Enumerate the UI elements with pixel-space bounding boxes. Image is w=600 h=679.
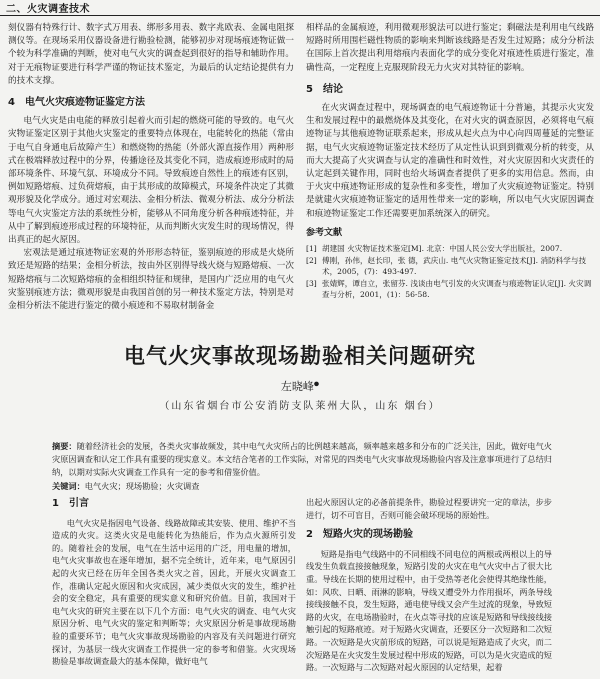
keywords — [52, 480, 552, 493]
reference-text: 傅刚，孙伟，赵长印，张 德，武庆山. 电气火灾物证鉴定技术[J]. 消防科学与技术，2005，(7)：493-497. — [322, 255, 587, 277]
abstract-block — [52, 440, 552, 493]
reference-text: 张婧辉，谭自立，张留芬. 浅谈由电气引发的火灾调查与痕迹物证认定[J]. 火灾调查与分析，2001，(1)：56-58. — [322, 278, 592, 300]
upper-left-column — [8, 22, 294, 313]
reference-item — [306, 243, 594, 255]
article-title: 电气火灾事故现场勘验相关问题研究 — [124, 343, 476, 368]
reference-number: [3] — [306, 278, 317, 288]
reference-item — [306, 278, 594, 301]
upper-right-column — [306, 22, 594, 301]
keywords-text: 电气火灾；现场勘验；火灾调查 — [84, 481, 200, 491]
abstract-text: 随着经济社会的发展，各类火灾事故频发，其中电气火灾所占的比例越来越高，频率越来越多和分布的广泛关注，因此，做好电气火灾原因调查和认定工作具有重要的现实意义。本文结合笔者的工作实际，对常见的四类电气火灾事故现场勘验内容及注意事项进行了总结归纳，以期对实际火灾调查工作具有一定的参考和借鉴价值。 — [52, 441, 552, 477]
section-5-heading — [306, 83, 594, 96]
references-heading: 参考文献 — [306, 227, 343, 238]
section-4-heading — [8, 96, 294, 109]
running-title: 二、火灾调查技术 — [6, 4, 90, 15]
section-5-paragraph: 在火灾调查过程中，现场调查的电气痕迹物证十分普遍，其提示火灾发生和发展过程中的最燃烧体及其变化，在对火灾的调查原因，必须将电气痕迹物证与其他痕迹物证联系起来，形成从起火点为中心向四周蔓延的完整证据，电气火灾痕迹物证鉴定技术经历了从定性认识到到微观分析的转变，从而大大提高了火灾调查与认定的准确性和时效性，对火灾原因和火灾责任的认定起到关键作用，同时也给火场调查者提供了更多的实用信息。然而，由于火灾中痕迹物证形成的复杂性和多变性，增加了火灾痕迹物证鉴定。特别是就建火灾痕迹物证鉴定的适用性带来一定的影响，所以电气火灾原因调查和痕迹物证鉴定工作还需要更加系统深入的研究。 — [306, 103, 594, 219]
lower-left-column — [52, 496, 296, 668]
lower-right-column — [306, 496, 552, 674]
upper-right-intro: 相样品的金属痕迹，利用微观形貌法可以进行鉴定；剩磁法是利用电气线路短路时所用围栏磁性物质的影响来判断该线路是否发生过短路；成分分析法在国际上首次提出利用熔痕内表面化学的成分变化对痕迹性质进行鉴定，准确性高，一定程度上克服现阶段无力火灾对其特征的影响。 — [306, 23, 594, 73]
section-2-paragraph: 短路是指电气线路中的不同相线不同电位的两根或两根以上的导线发生负载直接接触现象，短路引发的火灾在电气火灾中占了很大比重。导线在长期的使用过程中，由于受热等老化会使得其绝缘性能，如：风吹、日晒、雨淋的影响，导线又遭受外力作用损坏，两条导线接线接触不良，发生短路，通电使导线又会产生过流的现象，导致短路的火灾，在电场勘验时，在火点等寻找的应该是短路和导线接线接触引起的短路痕迹。对于短路火灾调查，还要区分一次短路和二次短路。一次短路是火灾前形成的短路，可以说是短路造成了火灾，而二次短路是在火灾发生发展过程中形成的短路，可以为是火灾造成的短路。一次短路与二次短路对起火原因的认定结果，起着 — [306, 548, 552, 673]
lower-right-intro: 出起火原因认定的必备前提条件，勘验过程要讲究一定的章法，步步进行，切不可盲目，否则可能会破坏现场的原始性。 — [306, 497, 552, 520]
section-2-heading — [306, 529, 552, 542]
abstract — [52, 440, 552, 479]
section-1-paragraph: 电气火灾是指因电气设备、线路故障或其安装、使用、维护不当造成的火灾。这类火灾是电能转化为热能后，作为点火源所引发的。随着社会的发展，电气在生活中运用的广泛，用电量的增加，电气火灾事故也在逐年增加，据不完全统计，近年来，电气原因引起的火灾已经在历年全国各类火灾之首，因此，开展火灾调查工作，准确认定起火原因和火灾成因，减少类似火灾的发生，维护社会的安全稳定，具有重要的现实意义和研究价值。目前，我国对于电气火灾的研究主要在以下几个方面：电气火灾的调查、电气火灾原因分析、电气火灾的鉴定和判断等；火灾原因分析是事故现场勘验的重要环节；电气火灾事故现场勘验的内容及有关问题进行研究探讨，为基层一线火灾调查工作提供一定的参考和借鉴。火灾现场勘验是事故调查最大的基本保障，做好电气 — [52, 517, 297, 667]
section-1-number: 1 — [52, 498, 59, 509]
section-4-title: 电气火灾痕迹物证鉴定方法 — [24, 97, 145, 109]
upper-left-intro: 刻仪器有特殊行计、数字式万用表、绑形多用表、数字兆欧表、金属电阻探测仪等。在现场采用仪器设备进行勘验检测，能够初步对现场痕迹物证做一个较为科学准确的判断，使对电气火灾的调查起到很好的指导和辅助作用。对于无痕物证要进行科学严谨的物证技术鉴定，为最后的认定结论提供有力的技术支撑。 — [8, 23, 294, 86]
section-4-number: 4 — [8, 97, 15, 109]
author-line — [0, 378, 600, 394]
section-2-title: 短路火灾的现场勘验 — [322, 529, 413, 541]
section-4-paragraph: 宏观法是通过痕迹物证宏观的外形形态特征，鉴别痕迹的形成是火烧所致还是短路的结果；金相分析法，按由外区别得导线火烧与短路熔痕、一次短路熔痕与二次短路熔痕的金相组织特征和规律，是国内广泛应用的电气火灾鉴别痕迹方法；微观形貌是由我国首创的另一种技术鉴定方法，特别是对金相分析法不能进行鉴定的微小痕迹和不易取材制备金 — [8, 248, 294, 312]
section-1-heading — [52, 498, 296, 511]
author-name: 左晓峰 — [280, 380, 314, 393]
reference-item — [306, 255, 594, 278]
section-4-paragraph: 电气火灾是由电能的释放引起着火而引起的燃烧可能的导致的。电气火灾物证鉴定区别于其他火灾鉴定的重要特点体现在，电能转化的热能（常由于电气自身通电后故障产生）和燃烧物的热能（外部火源直接作用）两种形式在极端释放过程中的分界，传播途径及其变化不同，造成痕迹形成时的局部环境条件、环境气氛、环境成分不同。导致痕迹自然性上的痕迹有区别，例如短路熔痕、过负荷熔痕，由于其形成的故障模式，环境条件决定了其微观形貌及化学成分。通过对宏观法、金相分析法、微观分析法、成分分析法等电气火灾鉴定方法的系统性分析，能够从不同角度分析各种痕迹特征，并从中了解到痕迹形成过程的环境特征，从而判断火灾发生时的现场情况，得出真正的起火原因。 — [8, 116, 294, 246]
author-mark: ● — [313, 380, 320, 388]
reference-number: [1] — [306, 244, 317, 254]
section-5-title: 结论 — [322, 83, 343, 95]
keywords-label: 关键词： — [52, 481, 85, 491]
section-5-number: 5 — [306, 83, 313, 95]
section-1-title: 引言 — [68, 498, 89, 509]
reference-number: [2] — [306, 255, 317, 265]
affiliation: （山东省烟台市公安消防支队莱州大队，山东 烟台） — [159, 401, 441, 412]
section-2-number: 2 — [306, 529, 313, 541]
reference-text: 胡建国 火灾物证技术鉴定[M]. 北京：中国人民公安大学出版社，2007. — [322, 244, 563, 254]
running-header — [0, 0, 600, 16]
abstract-label: 摘要： — [52, 441, 77, 451]
